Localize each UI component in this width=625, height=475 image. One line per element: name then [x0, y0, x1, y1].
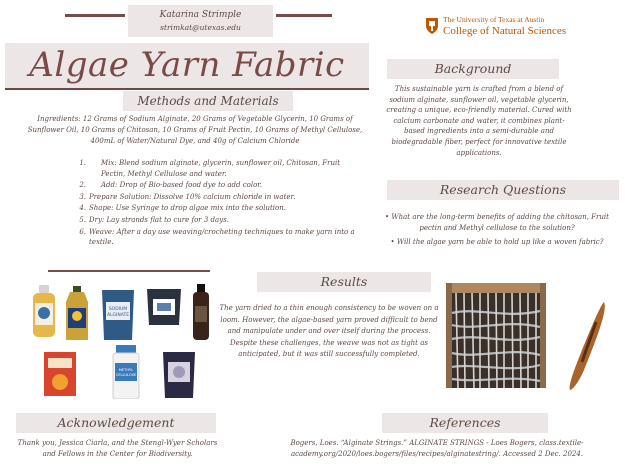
research-heading: Research Questions: [387, 180, 619, 200]
references-text: Bogers, Loes. “Alginate Strings.” ALGINATE STRINGS - Loes Bogers, class.textile-academy.org/2020/loes.bogers/files/recipes/alginatestring/. Accessed 2 Dec. 2024.: [290, 439, 584, 458]
methyl-label-bottom: CELLULOSE: [115, 373, 137, 377]
photo-sodium-alginate: [98, 288, 138, 340]
step-item: 4. Shape: Use Syringe to drop algae mix into the solution.: [79, 204, 286, 213]
logo-university: The University of Texas at Austin: [443, 15, 545, 24]
step-item: 1. Mix: Blend sodium alginate, glycerin, sunflower oil, Chitosan, Fruit Pectin, Methyl Cellulose and water.: [79, 159, 341, 178]
shield-icon: [425, 17, 439, 35]
photo-methyl-cellulose: [110, 345, 142, 399]
acknowledgement-heading: Acknowledgement: [16, 413, 216, 433]
references-heading: References: [382, 413, 548, 433]
methyl-label-top: METHYL: [118, 368, 134, 372]
photo-woven-loom: [446, 283, 546, 388]
acknowledgement-text: Thank you, Jessica Ciarla, and the Stengl-Wyer Scholars and Fellows in the Center for Biodiversity.: [17, 439, 218, 458]
sodium-alginate-label-bottom: ALGINATE: [106, 313, 130, 318]
step-item: 5. Dry: Lay strands flat to cure for 3 days.: [79, 215, 229, 224]
photo-sunflower-bottle: [62, 286, 92, 340]
background-text: This sustainable yarn is crafted from a blend of sodium alginate, sunflower oil, vegetable glycerin, creating a unique, eco-friendly material. Cured with calcium carbonate and water, it combines plant-based ingredients into a semi-durable and biodegradable fiber, perfect for innovative textile applications.: [386, 85, 572, 157]
author-rule-left: [65, 14, 125, 17]
author-band: [128, 5, 273, 37]
college-logo: [425, 14, 585, 40]
steps-list: [70, 158, 360, 248]
ingredients-text: Ingredients: 12 Grams of Sodium Alginate, 20 Grams of Vegetable Glycerin, 10 Grams of Sunflower Oil, 10 Grams of Chitosan, 10 Grams of Fruit Pectin, 10 Grams of Methyl Cellulose, 400mL of Water/Natural Dye, and 40g of Calcium Chloride: [27, 115, 363, 145]
step-item: 3. Prepare Solution: Dissolve 10% calcium chloride in water.: [79, 192, 296, 201]
research-question: • Will the algae yarn be able to hold up like a woven fabric?: [390, 238, 604, 247]
photo-chitosan-bag: [160, 350, 198, 398]
results-text: The yarn dried to a thin enough consistency to be woven on a loom. However, the algae-based yarn proved difficult to bend and manipulate under and over itself during the process. Despite these challenges, the weave was not as tight as anticipated, but it was still successfully completed.: [219, 304, 439, 358]
photo-glycerin-bottle: [30, 285, 58, 337]
methods-heading: Methods and Materials: [123, 91, 293, 111]
sodium-alginate-label-top: SODIUM: [108, 307, 128, 312]
title-rule: [5, 88, 369, 90]
photo-shuttle: [566, 300, 610, 392]
author-email: strimkat@utexas.edu: [160, 23, 241, 32]
research-list: [385, 212, 609, 252]
photo-pectin-box: [42, 350, 78, 398]
author-rule-right: [276, 14, 332, 17]
photo-dark-bottle: [190, 284, 212, 340]
step-item: 2. Add: Drop of Bio-based food dye to add color.: [79, 181, 263, 190]
photo-calcium-pouch: [145, 285, 183, 325]
page-title: Algae Yarn Fabric: [29, 45, 345, 85]
background-heading: Background: [387, 59, 559, 79]
results-heading: Results: [257, 272, 431, 292]
research-question: • What are the long-term benefits of adding the chitosan, Fruit pectin and Methyl cellulose to the solution?: [385, 213, 609, 232]
methods-rule: [48, 270, 210, 272]
logo-college: College of Natural Sciences: [443, 25, 567, 37]
step-item: 6. Weave: After a day use weaving/crocheting techniques to make yarn into a textile.: [79, 227, 355, 247]
author-name: Katarina Strimple: [159, 10, 242, 20]
